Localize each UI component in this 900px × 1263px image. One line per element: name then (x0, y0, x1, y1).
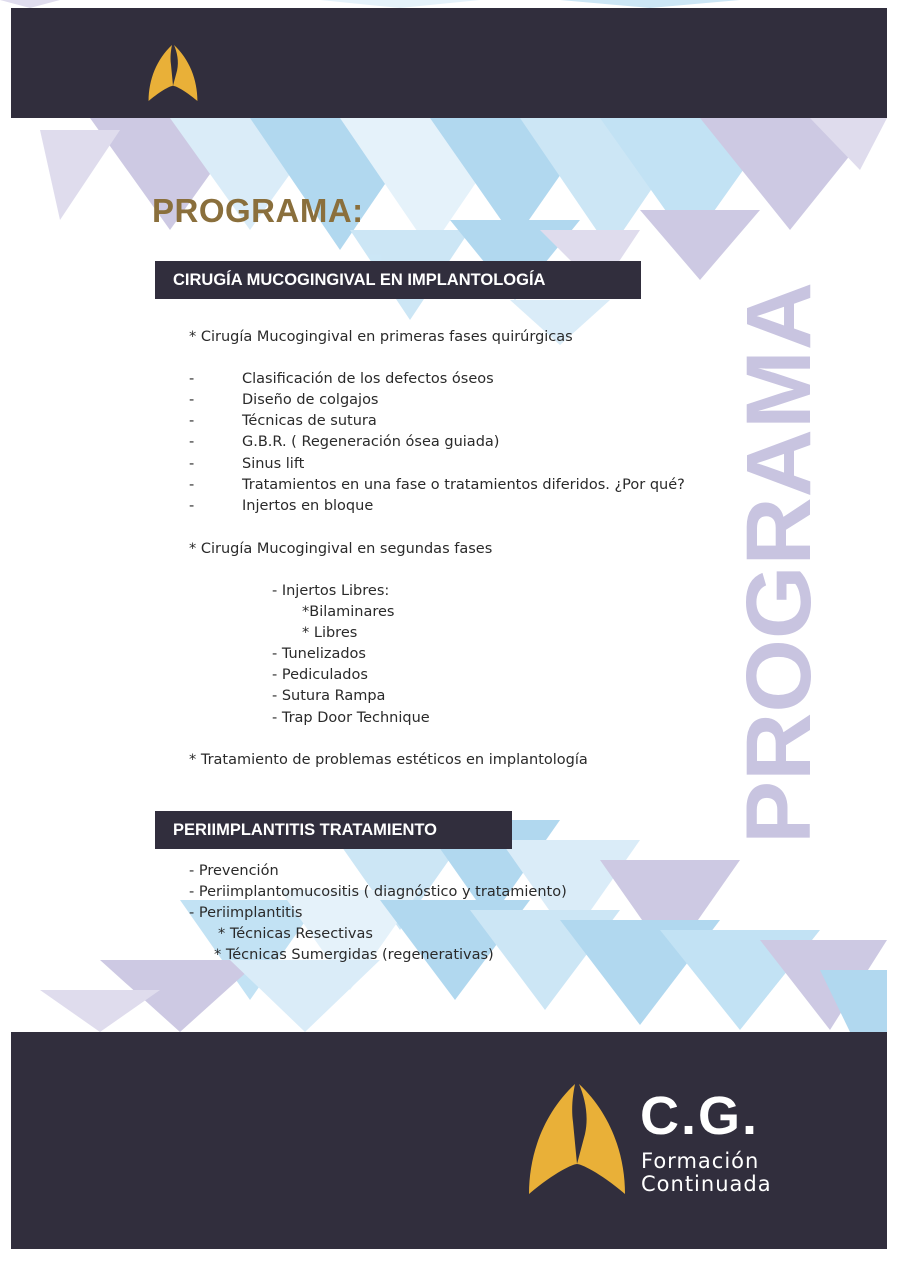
list-item: Injertos en bloque (242, 498, 374, 514)
brand-tagline-line2: Continuada (641, 1172, 772, 1196)
list-item: - Tunelizados (272, 646, 366, 662)
brand-name: C.G. (640, 1086, 760, 1146)
list-item: * Técnicas Sumergidas (regenerativas) (214, 947, 494, 963)
list-item: Tratamientos en una fase o tratamientos diferidos. ¿Por qué? (242, 477, 685, 493)
list-dash: - (189, 456, 195, 472)
section-heading-mucogingival: CIRUGÍA MUCOGINGIVAL EN IMPLANTOLOGÍA (155, 261, 641, 299)
list-item: * Técnicas Resectivas (218, 926, 373, 942)
list-dash: - (189, 371, 195, 387)
svg-text:PROGRAMA: PROGRAMA (728, 297, 830, 844)
list-item: - Periimplantomucositis ( diagnóstico y tratamiento) (189, 884, 567, 900)
page-title: PROGRAMA: (152, 192, 364, 229)
list-dash: - (189, 392, 195, 408)
section-heading-periimplantitis: PERIIMPLANTITIS TRATAMIENTO (155, 811, 512, 849)
list-item: Diseño de colgajos (242, 392, 379, 408)
list-item: - Trap Door Technique (272, 710, 430, 726)
list-dash: - (189, 413, 195, 429)
list-item: - Sutura Rampa (272, 688, 386, 704)
list-item: Técnicas de sutura (242, 413, 377, 429)
intro-second-phases: * Cirugía Mucogingival en segundas fases (189, 541, 493, 557)
list-item: - Pediculados (272, 667, 368, 683)
list-item: Sinus lift (242, 456, 305, 472)
vertical-watermark (700, 282, 830, 844)
list-dash: - (189, 434, 195, 450)
list-item: - Injertos Libres: (272, 583, 390, 599)
header-bar (11, 8, 887, 118)
list-dash: - (189, 477, 195, 493)
cg-logo-icon (525, 1082, 629, 1196)
list-item: Clasificación de los defectos óseos (242, 371, 494, 387)
list-item: *Bilaminares (302, 604, 395, 620)
cg-logo-icon (146, 44, 200, 102)
list-item: - Periimplantitis (189, 905, 303, 921)
list-item: * Libres (302, 625, 358, 641)
list-item: - Prevención (189, 863, 279, 879)
list-item: G.B.R. ( Regeneración ósea guiada) (242, 434, 500, 450)
intro-first-phases: * Cirugía Mucogingival en primeras fases quirúrgicas (189, 329, 573, 345)
brand-tagline-line1: Formación (641, 1149, 760, 1173)
list-dash: - (189, 498, 195, 514)
closing-aesthetic-treatment: * Tratamiento de problemas estéticos en implantología (189, 752, 588, 768)
